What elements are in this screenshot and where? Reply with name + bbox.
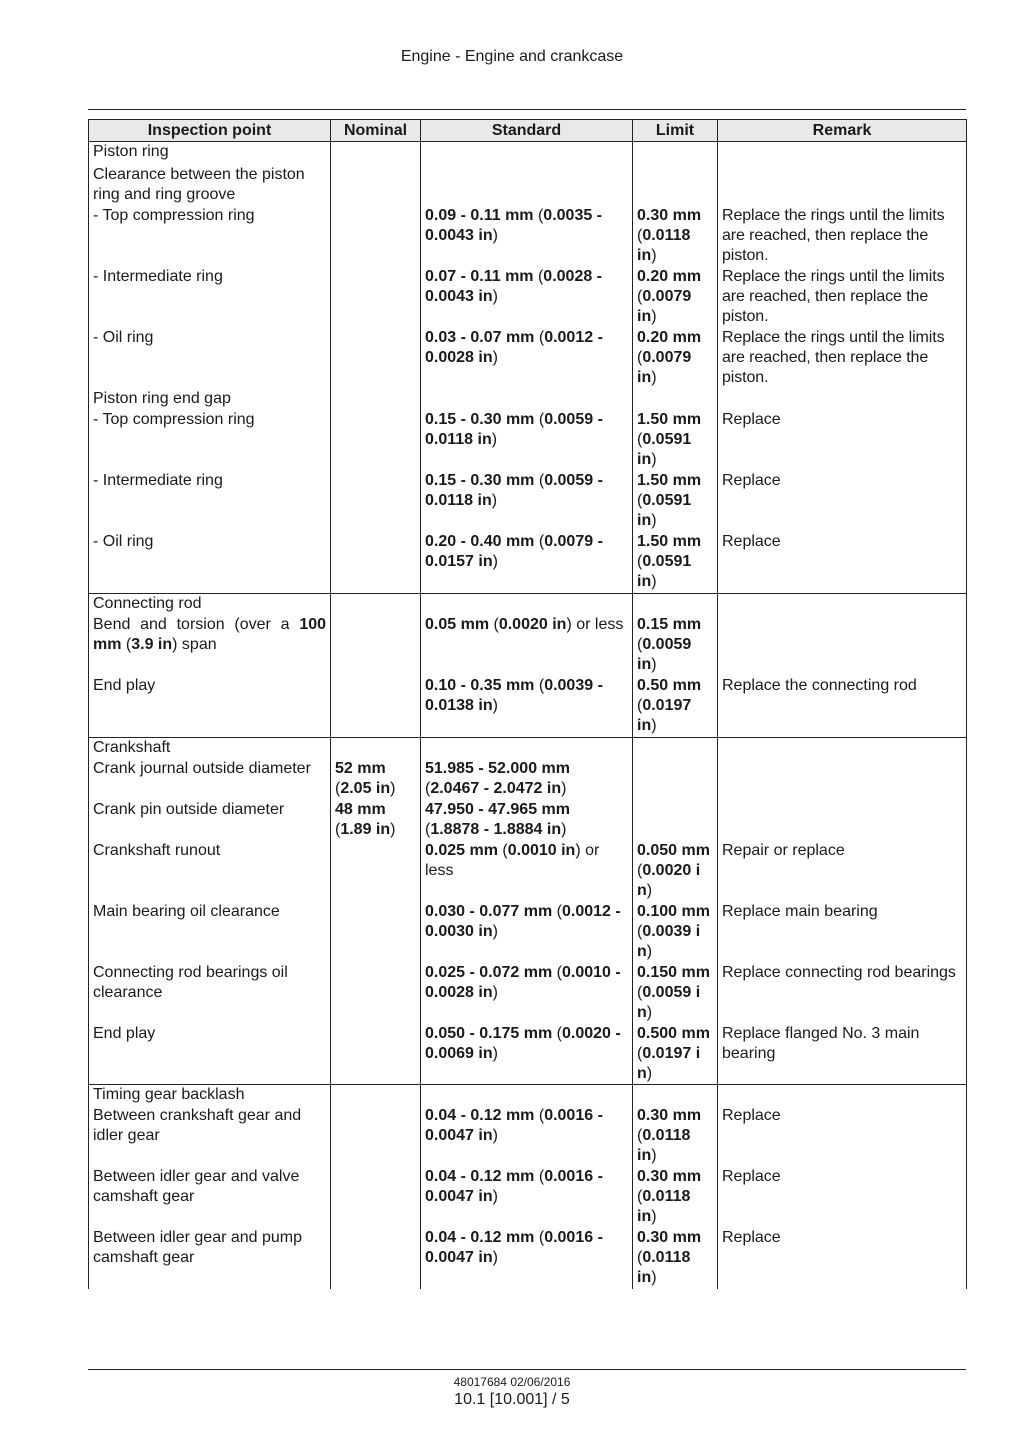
table-row xyxy=(89,615,967,676)
table-row xyxy=(89,963,967,1024)
standard-value: 0.09 - 0.11 mm (0.0035 - 0.0043 in) xyxy=(421,206,633,267)
inspection-point: - Top compression ring xyxy=(89,206,331,267)
remark-text: Replace the connecting rod xyxy=(718,676,967,738)
standard-value: 0.05 mm (0.0020 in) or less xyxy=(421,615,633,676)
subsection-row xyxy=(89,389,967,410)
subsection-row xyxy=(89,163,967,206)
inspection-table xyxy=(88,119,967,1289)
inspection-point: - Oil ring xyxy=(89,532,331,594)
inspection-point: - Intermediate ring xyxy=(89,471,331,532)
inspection-point: End play xyxy=(89,676,331,738)
header-rule xyxy=(88,109,966,110)
limit-value: 1.50 mm (0.0591 in) xyxy=(633,532,718,594)
standard-value: 0.03 - 0.07 mm (0.0012 - 0.0028 in) xyxy=(421,328,633,389)
footer-rule xyxy=(88,1369,966,1370)
remark-text: Replace the rings until the limits are reached, then replace the piston. xyxy=(718,267,967,328)
table-row xyxy=(89,676,967,738)
standard-value: 0.025 - 0.072 mm (0.0010 - 0.0028 in) xyxy=(421,963,633,1024)
inspection-point: Between idler gear and valve camshaft gear xyxy=(89,1167,331,1228)
inspection-point: Between idler gear and pump camshaft gear xyxy=(89,1228,331,1289)
inspection-point: Bend and torsion (over a 100 mm (3.9 in) span xyxy=(89,615,331,676)
limit-value: 0.15 mm (0.0059 in) xyxy=(633,615,718,676)
standard-value: 51.985 - 52.000 mm (2.0467 - 2.0472 in) xyxy=(421,759,633,800)
limit-value: 0.500 mm (0.0197 in) xyxy=(633,1024,718,1085)
limit-value: 0.30 mm (0.0118 in) xyxy=(633,1167,718,1228)
remark-text: Replace xyxy=(718,532,967,594)
standard-value: 0.10 - 0.35 mm (0.0039 - 0.0138 in) xyxy=(421,676,633,738)
standard-value: 0.050 - 0.175 mm (0.0020 - 0.0069 in) xyxy=(421,1024,633,1085)
nominal-value: 52 mm (2.05 in) xyxy=(331,759,421,800)
table-header-row xyxy=(89,120,967,142)
inspection-point: Main bearing oil clearance xyxy=(89,902,331,963)
limit-value: 0.050 mm (0.0020 in) xyxy=(633,841,718,902)
table-row xyxy=(89,841,967,902)
section-title: Connecting rod xyxy=(89,594,331,616)
standard-value: 0.04 - 0.12 mm (0.0016 - 0.0047 in) xyxy=(421,1167,633,1228)
limit-value: 0.100 mm (0.0039 in) xyxy=(633,902,718,963)
remark-text: Replace flanged No. 3 main bearing xyxy=(718,1024,967,1085)
remark-text: Replace xyxy=(718,471,967,532)
inspection-point: Connecting rod bearings oil clearance xyxy=(89,963,331,1024)
remark-text xyxy=(718,615,967,676)
limit-value: 0.30 mm (0.0118 in) xyxy=(633,206,718,267)
inspection-point: - Oil ring xyxy=(89,328,331,389)
subsection-title: Clearance between the piston ring and ring groove xyxy=(89,163,331,206)
limit-value: 1.50 mm (0.0591 in) xyxy=(633,471,718,532)
standard-value: 0.04 - 0.12 mm (0.0016 - 0.0047 in) xyxy=(421,1228,633,1289)
table-row xyxy=(89,410,967,471)
standard-value: 0.15 - 0.30 mm (0.0059 - 0.0118 in) xyxy=(421,471,633,532)
header-limit: Limit xyxy=(633,120,718,142)
remark-text: Replace the rings until the limits are reached, then replace the piston. xyxy=(718,328,967,389)
header-inspection-point: Inspection point xyxy=(89,120,331,142)
subsection-title: Piston ring end gap xyxy=(89,389,331,410)
limit-value: 0.150 mm (0.0059 in) xyxy=(633,963,718,1024)
table-row xyxy=(89,471,967,532)
limit-value: 1.50 mm (0.0591 in) xyxy=(633,410,718,471)
table-row xyxy=(89,532,967,594)
standard-value: 47.950 - 47.965 mm (1.8878 - 1.8884 in) xyxy=(421,800,633,841)
inspection-point: - Top compression ring xyxy=(89,410,331,471)
inspection-table-wrapper xyxy=(88,119,966,1297)
header-standard: Standard xyxy=(421,120,633,142)
footer-page-reference: 10.1 [10.001] / 5 xyxy=(454,1391,570,1408)
header-remark: Remark xyxy=(718,120,967,142)
limit-value: 0.30 mm (0.0118 in) xyxy=(633,1106,718,1167)
section-title-row xyxy=(89,142,967,164)
inspection-point: End play xyxy=(89,1024,331,1085)
table-row xyxy=(89,759,967,800)
limit-value: 0.20 mm (0.0079 in) xyxy=(633,328,718,389)
table-row xyxy=(89,1106,967,1167)
section-title-row xyxy=(89,738,967,760)
remark-text: Replace xyxy=(718,1106,967,1167)
table-row xyxy=(89,800,967,841)
standard-value: 0.15 - 0.30 mm (0.0059 - 0.0118 in) xyxy=(421,410,633,471)
remark-text: Repair or replace xyxy=(718,841,967,902)
page-header-title: Engine - Engine and crankcase xyxy=(400,48,624,65)
inspection-point: Between crankshaft gear and idler gear xyxy=(89,1106,331,1167)
limit-value: 0.30 mm (0.0118 in) xyxy=(633,1228,718,1289)
standard-value: 0.20 - 0.40 mm (0.0079 - 0.0157 in) xyxy=(421,532,633,594)
remark-text: Replace main bearing xyxy=(718,902,967,963)
nominal-value: 48 mm (1.89 in) xyxy=(331,800,421,841)
section-title: Timing gear backlash xyxy=(89,1085,331,1107)
standard-value: 0.04 - 0.12 mm (0.0016 - 0.0047 in) xyxy=(421,1106,633,1167)
header-nominal: Nominal xyxy=(331,120,421,142)
remark-text: Replace xyxy=(718,1228,967,1289)
section-title-row xyxy=(89,594,967,616)
table-row xyxy=(89,1167,967,1228)
table-row xyxy=(89,1024,967,1085)
table-row xyxy=(89,206,967,267)
section-title: Crankshaft xyxy=(89,738,331,760)
inspection-point: - Intermediate ring xyxy=(89,267,331,328)
limit-value: 0.50 mm (0.0197 in) xyxy=(633,676,718,738)
remark-text: Replace connecting rod bearings xyxy=(718,963,967,1024)
table-row xyxy=(89,902,967,963)
limit-value: 0.20 mm (0.0079 in) xyxy=(633,267,718,328)
remark-text: Replace xyxy=(718,410,967,471)
section-title-row xyxy=(89,1085,967,1107)
standard-value: 0.025 mm (0.0010 in) or less xyxy=(421,841,633,902)
inspection-point: Crank journal outside diameter xyxy=(89,759,331,800)
standard-value: 0.07 - 0.11 mm (0.0028 - 0.0043 in) xyxy=(421,267,633,328)
remark-text: Replace the rings until the limits are reached, then replace the piston. xyxy=(718,206,967,267)
footer-doc-number: 48017684 02/06/2016 xyxy=(453,1375,571,1389)
inspection-point: Crank pin outside diameter xyxy=(89,800,331,841)
table-row xyxy=(89,267,967,328)
inspection-point: Crankshaft runout xyxy=(89,841,331,902)
table-row xyxy=(89,1228,967,1289)
table-row xyxy=(89,328,967,389)
standard-value: 0.030 - 0.077 mm (0.0012 - 0.0030 in) xyxy=(421,902,633,963)
remark-text: Replace xyxy=(718,1167,967,1228)
section-title: Piston ring xyxy=(89,142,331,164)
